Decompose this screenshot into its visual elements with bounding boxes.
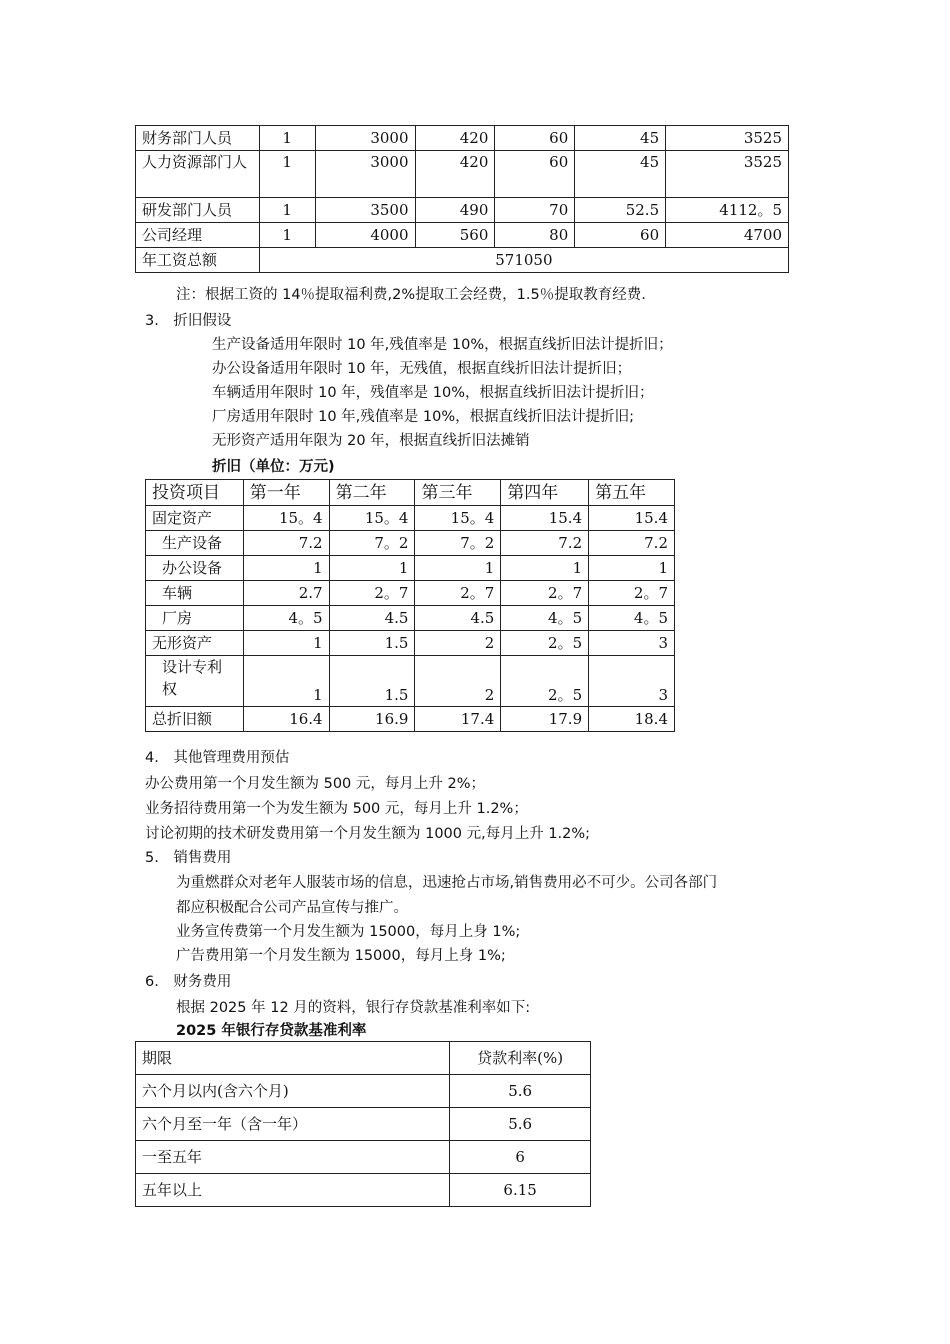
table-row (136, 1141, 591, 1174)
table-row-total (136, 248, 789, 273)
base-cell: 4000 (315, 223, 415, 248)
value-cell: 15。4 (243, 506, 329, 531)
table-row (146, 656, 675, 707)
dept-cell: 公司经理 (136, 223, 260, 248)
header-cell: 第三年 (415, 480, 501, 506)
table-row (136, 1108, 591, 1141)
table-row (146, 556, 675, 581)
value-cell: 17.9 (501, 707, 589, 732)
depr-line: 无形资产适用年限为 20 年，根据直线折旧法摊销 (212, 433, 530, 449)
item-cell: 办公设备 (146, 556, 244, 581)
term-cell: 六个月以内(含六个月) (136, 1075, 450, 1108)
count-cell: 1 (259, 223, 315, 248)
header-cell: 贷款利率(%) (450, 1042, 591, 1075)
mgmt-line: 办公费用第一个月发生额为 500 元，每月上升 2%； (145, 776, 486, 792)
depr-table-title: 折旧（单位：万元) (212, 459, 335, 475)
value-cell: 17.4 (415, 707, 501, 732)
count-cell: 1 (259, 151, 315, 198)
value-cell: 1 (589, 556, 675, 581)
item-cell: 无形资产 (146, 631, 244, 656)
depr-line: 车辆适用年限时 10 年，残值率是 10%，根据直线折旧法计提折旧； (212, 385, 654, 401)
salary-table (135, 125, 789, 273)
sales-para-line: 为重燃群众对老年人服装市场的信息，迅速抢占市场,销售费用必不可少。公司各部门 (176, 875, 718, 891)
dept-cell: 人力资源部门人 (136, 151, 260, 198)
total-cell: 3525 (666, 151, 789, 198)
value-cell: 15.4 (589, 506, 675, 531)
value-cell: 1 (501, 556, 589, 581)
term-cell: 一至五年 (136, 1141, 450, 1174)
welfare-cell: 420 (415, 151, 495, 198)
value-cell: 2 (415, 656, 501, 707)
edu-cell: 60 (575, 223, 666, 248)
section-6-title: 6. 财务费用 (145, 974, 232, 990)
table-row (136, 151, 789, 198)
value-cell: 7。2 (329, 531, 415, 556)
depr-line: 办公设备适用年限时 10 年，无残值，根据直线折旧法计提折旧； (212, 361, 632, 377)
value-cell: 4.5 (415, 606, 501, 631)
union-cell: 70 (495, 198, 575, 223)
welfare-cell: 560 (415, 223, 495, 248)
count-cell: 1 (259, 126, 315, 151)
term-cell: 六个月至一年（含一年） (136, 1108, 450, 1141)
edu-cell: 52.5 (575, 198, 666, 223)
total-label: 年工资总额 (136, 248, 260, 273)
value-cell: 16.4 (243, 707, 329, 732)
table-row (146, 506, 675, 531)
table-row (136, 198, 789, 223)
finance-intro: 根据 2025 年 12 月的资料，银行存贷款基准利率如下: (176, 1000, 531, 1016)
value-cell: 3 (589, 631, 675, 656)
table-row (146, 631, 675, 656)
table-row (146, 531, 675, 556)
value-cell: 2。7 (415, 581, 501, 606)
item-cell: 固定资产 (146, 506, 244, 531)
value-cell: 7.2 (589, 531, 675, 556)
sales-line: 广告费用第一个月发生额为 15000，每月上身 1%; (176, 948, 506, 964)
count-cell: 1 (259, 198, 315, 223)
mgmt-line: 业务招待费用第一个为发生额为 500 元，每月上升 1.2%； (145, 801, 528, 817)
depreciation-table (145, 479, 675, 732)
total-cell: 3525 (666, 126, 789, 151)
header-cell: 第二年 (329, 480, 415, 506)
dept-cell: 研发部门人员 (136, 198, 260, 223)
base-cell: 3000 (315, 151, 415, 198)
value-cell: 1 (329, 556, 415, 581)
table-header-row (136, 1042, 591, 1075)
header-cell: 投资项目 (146, 480, 244, 506)
welfare-cell: 490 (415, 198, 495, 223)
value-cell: 16.9 (329, 707, 415, 732)
section-3-title: 3. 折旧假设 (145, 313, 232, 329)
rate-cell: 5.6 (450, 1108, 591, 1141)
value-cell: 18.4 (589, 707, 675, 732)
rate-table (135, 1041, 591, 1207)
value-cell: 1 (243, 656, 329, 707)
value-cell: 2。7 (589, 581, 675, 606)
value-cell: 15.4 (501, 506, 589, 531)
value-cell: 1.5 (329, 631, 415, 656)
value-cell: 4。5 (589, 606, 675, 631)
total-cell: 4112。5 (666, 198, 789, 223)
value-cell: 3 (589, 656, 675, 707)
section-5-title: 5. 销售费用 (145, 850, 232, 866)
value-cell: 1 (243, 556, 329, 581)
rate-cell: 6 (450, 1141, 591, 1174)
value-cell: 4。5 (243, 606, 329, 631)
table-row (146, 581, 675, 606)
sales-para-line: 都应积极配合公司产品宣传与推广。 (176, 900, 408, 916)
union-cell: 60 (495, 126, 575, 151)
value-cell: 1 (415, 556, 501, 581)
value-cell: 7.2 (243, 531, 329, 556)
table-row (136, 126, 789, 151)
value-cell: 2.7 (243, 581, 329, 606)
value-cell: 1.5 (329, 656, 415, 707)
table-row (136, 223, 789, 248)
table-row-total (146, 707, 675, 732)
header-cell: 第一年 (243, 480, 329, 506)
table-row (136, 1075, 591, 1108)
sales-line: 业务宣传费第一个月发生额为 15000，每月上身 1%; (176, 924, 521, 940)
value-cell: 2。7 (329, 581, 415, 606)
union-cell: 60 (495, 151, 575, 198)
edu-cell: 45 (575, 126, 666, 151)
value-cell: 2。5 (501, 656, 589, 707)
edu-cell: 45 (575, 151, 666, 198)
value-cell: 2 (415, 631, 501, 656)
item-cell: 厂房 (146, 606, 244, 631)
header-cell: 期限 (136, 1042, 450, 1075)
value-cell: 7.2 (501, 531, 589, 556)
welfare-cell: 420 (415, 126, 495, 151)
term-cell: 五年以上 (136, 1174, 450, 1207)
item-cell: 车辆 (146, 581, 244, 606)
base-cell: 3500 (315, 198, 415, 223)
header-cell: 第五年 (589, 480, 675, 506)
value-cell: 2。7 (501, 581, 589, 606)
rate-cell: 6.15 (450, 1174, 591, 1207)
item-cell: 设计专利权 (146, 656, 244, 707)
dept-cell: 财务部门人员 (136, 126, 260, 151)
table-row (146, 606, 675, 631)
depr-line: 生产设备适用年限时 10 年,残值率是 10%，根据直线折旧法计提折旧； (212, 337, 673, 353)
mgmt-line: 讨论初期的技术研发费用第一个月发生额为 1000 元,每月上升 1.2%; (145, 826, 591, 842)
value-cell: 4。5 (501, 606, 589, 631)
section-4-title: 4. 其他管理费用预估 (145, 750, 290, 766)
salary-note: 注：根据工资的 14％提取福利费,2%提取工会经费，1.5％提取教育经费. (176, 287, 646, 303)
header-cell: 第四年 (501, 480, 589, 506)
value-cell: 15。4 (329, 506, 415, 531)
total-cell: 4700 (666, 223, 789, 248)
value-cell: 15。4 (415, 506, 501, 531)
total-value: 571050 (259, 248, 788, 273)
item-cell: 总折旧额 (146, 707, 244, 732)
value-cell: 1 (243, 631, 329, 656)
base-cell: 3000 (315, 126, 415, 151)
rate-table-title: 2025 年银行存贷款基准利率 (176, 1023, 367, 1039)
table-header-row (146, 480, 675, 506)
value-cell: 4.5 (329, 606, 415, 631)
item-cell: 生产设备 (146, 531, 244, 556)
depr-line: 厂房适用年限时 10 年,残值率是 10%，根据直线折旧法计提折旧; (212, 409, 634, 425)
union-cell: 80 (495, 223, 575, 248)
value-cell: 7。2 (415, 531, 501, 556)
rate-cell: 5.6 (450, 1075, 591, 1108)
value-cell: 2。5 (501, 631, 589, 656)
table-row (136, 1174, 591, 1207)
